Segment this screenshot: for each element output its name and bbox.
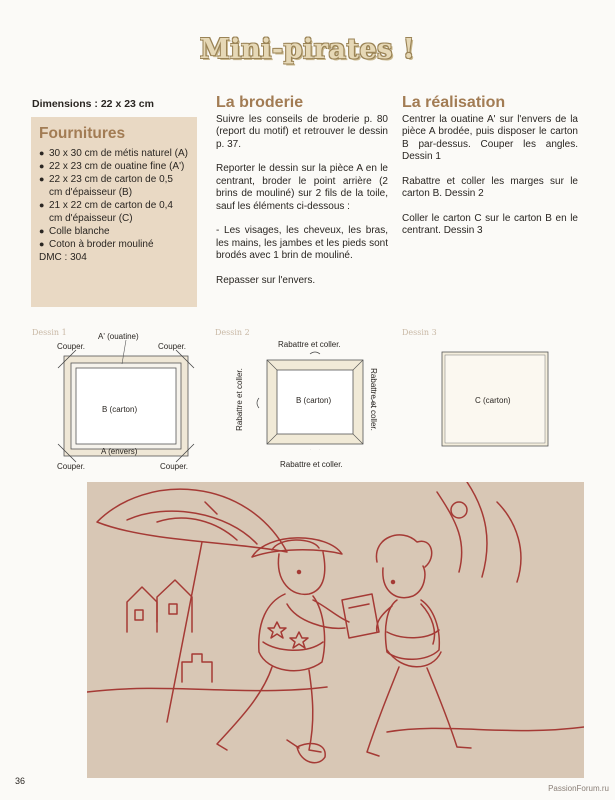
embroidery-section [216, 94, 388, 299]
supplies-item: ● 22 x 23 cm de ouatine fine (A') [39, 160, 189, 173]
supplies-heading: Fournitures [39, 125, 126, 142]
supplies-item: ● 21 x 22 cm de carton de 0,4 cm d'épaisseur (C) [39, 199, 189, 225]
diagram3-label: Dessin 3 [402, 328, 437, 337]
diagram1-envers-label: A (envers) [101, 447, 138, 456]
assembly-section [402, 94, 578, 250]
page-title: Mini-pirates ! [199, 34, 416, 65]
supplies-box [31, 117, 197, 307]
supplies-item: ● 22 x 23 cm de carton de 0,5 cm d'épaisseur (B) [39, 173, 189, 199]
diagram3-carton-label: C (carton) [475, 396, 511, 405]
supplies-item: ● Coton à broder mouliné [39, 238, 189, 251]
supplies-item: ● 30 x 30 cm de métis naturel (A) [39, 147, 189, 160]
embroidery-paragraph: Reporter le dessin sur la pièce A en le centrant, broder le point arrière (2 brins de mouliné) sur 2 fils de la toile, sauf les éléments ci-dessous : [216, 163, 388, 212]
embroidery-paragraph: Suivre les conseils de broderie p. 80 (report du motif) et retrouver le dessin p. 37. [216, 113, 388, 150]
diagram1-cut-label: Couper. [57, 342, 86, 351]
supplies-list [39, 147, 189, 251]
diagram1-cut-label: Couper. [57, 462, 86, 471]
diagram1-carton-label: B (carton) [102, 405, 138, 414]
diagram1-label: Dessin 1 [32, 328, 67, 337]
supplies-item: ● Colle blanche [39, 225, 189, 238]
assembly-paragraph: Coller le carton C sur le carton B en le centrant. Dessin 3 [402, 212, 578, 236]
diagram2-carton-label: B (carton) [296, 396, 332, 405]
embroidery-paragraph: - Les visages, les cheveux, les bras, les mains, les jambes et les pieds sont brodés avec 1 brin de mouliné. [216, 225, 388, 261]
assembly-heading: La réalisation [402, 94, 506, 111]
diagram2-top-label: Rabattre et coller. [278, 340, 341, 349]
supplies-dmc: DMC : 304 [39, 252, 87, 263]
assembly-paragraph: Rabattre et coller les marges sur le carton B. Dessin 2 [402, 175, 578, 199]
embroidery-pattern-image [87, 482, 584, 778]
diagram1-cut-label: Couper. [160, 462, 189, 471]
diagram1-cut-label: Couper. [158, 342, 187, 351]
watermark: PassionForum.ru [548, 784, 609, 793]
diagram2-bottom-label: Rabattre et coller. [280, 460, 343, 469]
diagram2-left-label: Rabattre et coller. [234, 368, 244, 431]
embroidery-paragraph: Repasser sur l'envers. [216, 274, 316, 286]
embroidery-heading: La broderie [216, 94, 304, 111]
diagram2-label: Dessin 2 [215, 328, 250, 337]
page-number: 36 [15, 776, 26, 786]
diagram2-right-label: Rabattre et coller. [368, 368, 378, 431]
assembly-paragraph: Centrer la ouatine A' sur l'envers de la pièce A brodée, puis disposer le carton B par-dessus. Couper les angles. Dessin 1 [402, 113, 578, 162]
dimensions-text: Dimensions : 22 x 23 cm [32, 98, 154, 110]
diagram1-ouatine-label: A' (ouatine) [98, 332, 139, 341]
pirate-children-illustration [87, 482, 584, 778]
